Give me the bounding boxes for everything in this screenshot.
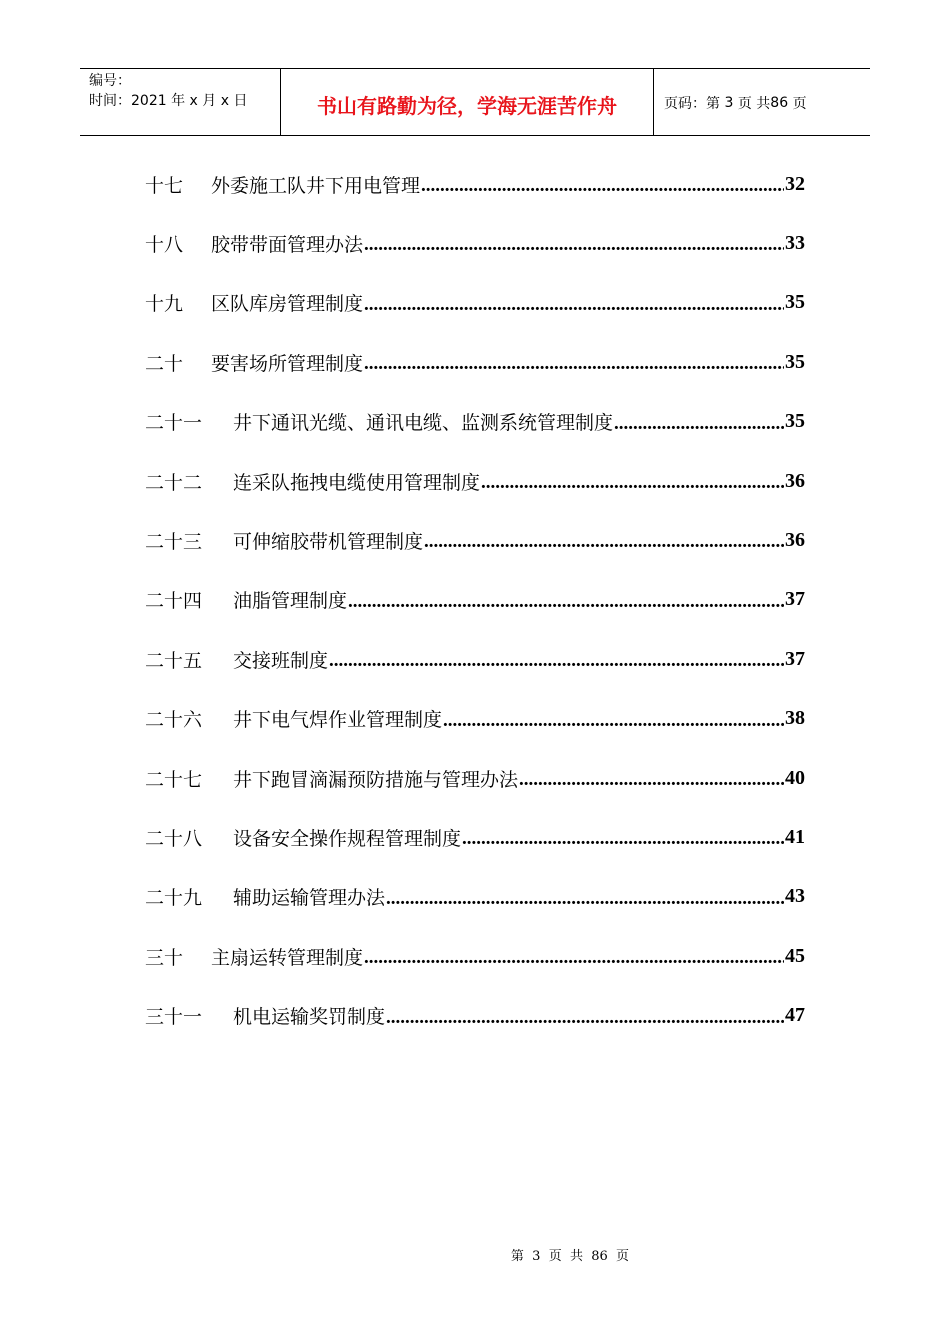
toc-dot-leader [386, 888, 784, 910]
toc-entry[interactable] [145, 819, 805, 855]
toc-entry-page: 38 [785, 707, 805, 730]
toc-dot-leader [364, 947, 784, 969]
toc-entry[interactable] [145, 582, 805, 618]
toc-entry-title: 辅助运输管理办法 [233, 887, 386, 910]
toc-entry[interactable] [145, 760, 805, 796]
toc-entry-number: 十七 [145, 174, 184, 197]
toc-entry-title: 要害场所管理制度 [211, 352, 364, 375]
page-info-mid: 页 共 [737, 96, 771, 112]
toc-entry-page: 32 [785, 172, 805, 195]
toc-entry[interactable] [145, 998, 805, 1034]
toc-entry-number: 三十一 [145, 1006, 203, 1029]
toc-dot-leader [348, 591, 784, 613]
toc-entry-page: 37 [785, 647, 805, 670]
toc-entry-title: 可伸缩胶带机管理制度 [233, 530, 424, 553]
toc-entry-page: 45 [785, 944, 805, 967]
header-motto: 书山有路勤为径，学海无涯苦作舟 [281, 69, 654, 135]
toc-entry-page: 36 [785, 469, 805, 492]
toc-entry[interactable] [145, 522, 805, 558]
toc-entry[interactable] [145, 463, 805, 499]
toc-dot-leader [364, 234, 784, 256]
toc-entry-number: 三十 [145, 946, 184, 969]
toc-entry-title: 主扇运转管理制度 [211, 946, 364, 969]
toc-entry-page: 37 [785, 588, 805, 611]
toc-entry-page: 47 [785, 1004, 805, 1027]
toc-entry[interactable] [145, 879, 805, 915]
toc-entry-number: 十八 [145, 233, 184, 256]
toc-dot-leader [386, 1007, 784, 1029]
toc-entry-number: 二十六 [145, 709, 203, 732]
toc-entry-page: 35 [785, 350, 805, 373]
page-info-current: 3 [724, 95, 734, 111]
toc-entry-title: 油脂管理制度 [233, 590, 348, 613]
toc-entry-title: 胶带带面管理办法 [211, 233, 364, 256]
toc-dot-leader [421, 175, 784, 197]
toc-entry-page: 35 [785, 410, 805, 433]
toc-entry[interactable] [145, 285, 805, 321]
page-header [80, 68, 870, 136]
page-info-suffix: 页 [792, 96, 807, 112]
toc-entry-title: 井下电气焊作业管理制度 [233, 709, 443, 732]
toc-entry-number: 二十三 [145, 530, 203, 553]
toc-entry-number: 十九 [145, 293, 184, 316]
toc-dot-leader [443, 710, 784, 732]
toc-entry-number: 二十九 [145, 887, 203, 910]
toc-entry-page: 36 [785, 528, 805, 551]
toc-dot-leader [481, 472, 784, 494]
toc-dot-leader [424, 531, 784, 553]
toc-entry[interactable] [145, 701, 805, 737]
toc-entry[interactable] [145, 938, 805, 974]
toc-entry-number: 二十五 [145, 649, 203, 672]
header-page-info [654, 69, 870, 135]
toc-entry-title: 外委施工队井下用电管理 [211, 174, 421, 197]
toc-dot-leader [364, 353, 784, 375]
document-number-label: 编号： [89, 73, 131, 89]
toc-entry[interactable] [145, 166, 805, 202]
toc-entry-page: 35 [785, 291, 805, 314]
toc-dot-leader [614, 413, 784, 435]
document-date: 时间：2021 年 x 月 x 日 [89, 93, 248, 109]
toc-entry-page: 33 [785, 231, 805, 254]
toc-entry[interactable] [145, 225, 805, 261]
toc-dot-leader [519, 769, 784, 791]
toc-dot-leader [462, 828, 784, 850]
toc-entry[interactable] [145, 641, 805, 677]
toc-entry-number: 二十四 [145, 590, 203, 613]
toc-entry[interactable] [145, 344, 805, 380]
toc-entry-title: 设备安全操作规程管理制度 [233, 827, 462, 850]
toc-entry-title: 交接班制度 [233, 649, 329, 672]
toc-entry-page: 40 [785, 766, 805, 789]
toc-entry-number: 二十七 [145, 768, 203, 791]
toc-entry-number: 二十一 [145, 412, 203, 435]
toc-entry-title: 机电运输奖罚制度 [233, 1006, 386, 1029]
toc-dot-leader [329, 650, 784, 672]
toc-entry-title: 井下通讯光缆、通讯电缆、监测系统管理制度 [233, 412, 614, 435]
toc-dot-leader [364, 294, 784, 316]
toc-entry-title: 连采队拖拽电缆使用管理制度 [233, 471, 481, 494]
toc-entry-number: 二十八 [145, 827, 203, 850]
toc-entry-page: 41 [785, 825, 805, 848]
toc-entry[interactable] [145, 404, 805, 440]
page-info-prefix: 页码：第 [664, 96, 720, 112]
toc-entry-title: 井下跑冒滴漏预防措施与管理办法 [233, 768, 519, 791]
toc-entry-number: 二十 [145, 352, 184, 375]
toc-entry-number: 二十二 [145, 471, 203, 494]
page-info-total: 86 [770, 95, 789, 111]
header-meta [80, 69, 281, 135]
toc-entry-title: 区队库房管理制度 [211, 293, 364, 316]
page-footer: 第 3 页 共 86 页 [510, 1249, 630, 1264]
toc-entry-page: 43 [785, 885, 805, 908]
